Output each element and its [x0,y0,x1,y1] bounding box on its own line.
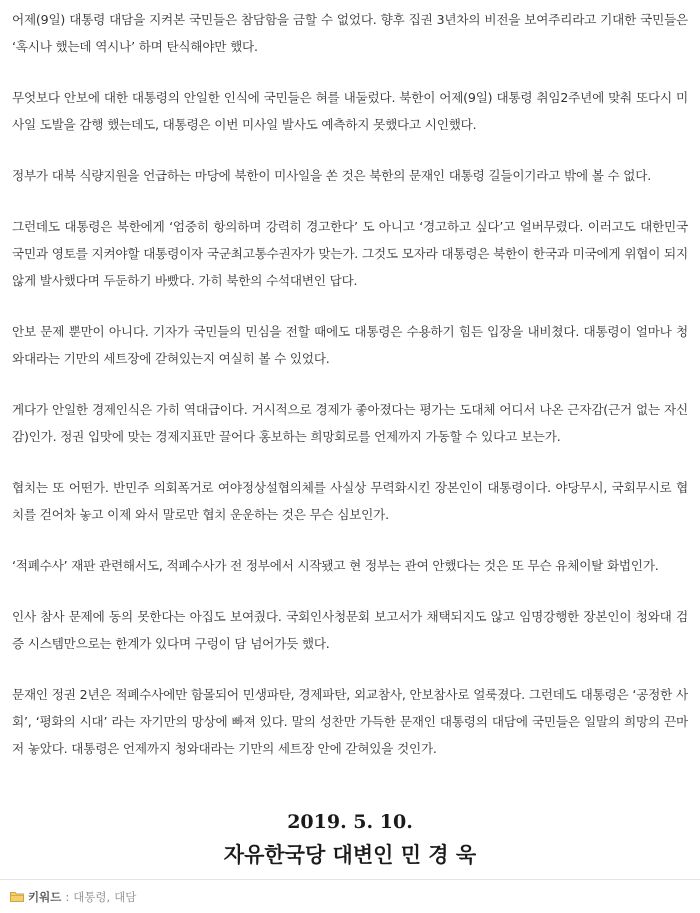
paragraph-3: 정부가 대북 식량지원을 언급하는 마당에 북한이 미사일을 쏜 것은 북한의 문재인 대통령 길들이기라고 밖에 볼 수 없다. [12,168,652,183]
keywords-label: 키워드 [28,889,62,904]
paragraph-5: 안보 문제 뿐만이 아니다. 기자가 국민들의 민심을 전할 때에도 대통령은 수용하기 힘든 입장을 내비쳤다. 대통령이 얼마나 청와대라는 기만의 세트장에 갇혀있는지 여실히 볼 수 있었다. [12,324,688,366]
keyword-link-1[interactable]: 대통령 [73,889,107,904]
spokesperson-name: 자유한국당 대변인 민 경 욱 [223,843,477,867]
signature-block [0,808,700,872]
statement-date: 2019. 5. 10. [287,811,413,833]
paragraph-10: 문재인 정권 2년은 적폐수사에만 함몰되어 민생파탄, 경제파탄, 외교참사, 안보참사로 얼룩졌다. 그런데도 대통령은 ‘공정한 사회’, ‘평화의 시대’ 라는 자기만의 망상에 빠져 있다. 말의 성찬만 가득한 문재인 대통령의 대담에 국민들은 일말의 희망의 끈마저 놓았다. 대통령은 언제까지 청와대라는 기만의 세트장 안에 갇혀있을 것인가. [12,687,688,756]
paragraph-2: 무엇보다 안보에 대한 대통령의 안일한 인식에 국민들은 혀를 내둘렀다. 북한이 어제(9일) 대통령 취임2주년에 맞춰 또다시 미사일 도발을 감행 했는데도, 대통령은 이번 미사일 발사도 예측하지 못했다고 시인했다. [12,90,688,132]
folder-icon [10,891,24,902]
keywords-separator: : [65,889,70,904]
paragraph-7: 협치는 또 어떤가. 반민주 의회폭거로 여야정상설협의체를 사실상 무력화시킨 장본인이 대통령이다. 야당무시, 국회무시로 협치를 걷어차 놓고 이제 와서 말로만 협치 운운하는 것은 무슨 심보인가. [12,480,688,522]
paragraph-1: 어제(9일) 대통령 대담을 지켜본 국민들은 참담함을 금할 수 없었다. 향후 집권 3년차의 비전을 보여주리라고 기대한 국민들은 ‘혹시나 했는데 역시나’ 하며 탄식해야만 했다. [12,12,688,54]
keyword-link-2[interactable]: 대담 [114,889,137,904]
paragraph-6: 게다가 안일한 경제인식은 가히 역대급이다. 거시적으로 경제가 좋아졌다는 평가는 도대체 어디서 나온 근자감(근거 없는 자신감)인가. 정권 입맛에 맞는 경제지표만 끌어다 홍보하는 희망회로를 언제까지 가동할 수 있다고 보는가. [12,402,688,444]
keywords-bar [0,879,700,913]
statement-body [12,6,688,786]
keyword-comma: , [106,889,111,904]
paragraph-4: 그런데도 대통령은 북한에게 ‘엄중히 항의하며 강력히 경고한다’ 도 아니고 ‘경고하고 싶다’고 얼버무렸다. 이러고도 대한민국 국민과 영토를 지켜야할 대통령이자 국군최고통수권자가 맞는가. 그것도 모자라 대통령은 북한이 한국과 미국에게 위협이 되지 않게 발사했다며 두둔하기 바빴다. 가히 북한의 수석대변인 답다. [12,219,688,288]
paragraph-8: ‘적폐수사’ 재판 관련해서도, 적폐수사가 전 정부에서 시작됐고 현 정부는 관여 안했다는 것은 또 무슨 유체이탈 화법인가. [12,558,659,573]
paragraph-9: 인사 참사 문제에 동의 못한다는 아집도 보여줬다. 국회인사청문회 보고서가 채택되지도 않고 임명강행한 장본인이 청와대 검증 시스템만으로는 한계가 있다며 구렁이 담 넘어가듯 했다. [12,609,688,651]
